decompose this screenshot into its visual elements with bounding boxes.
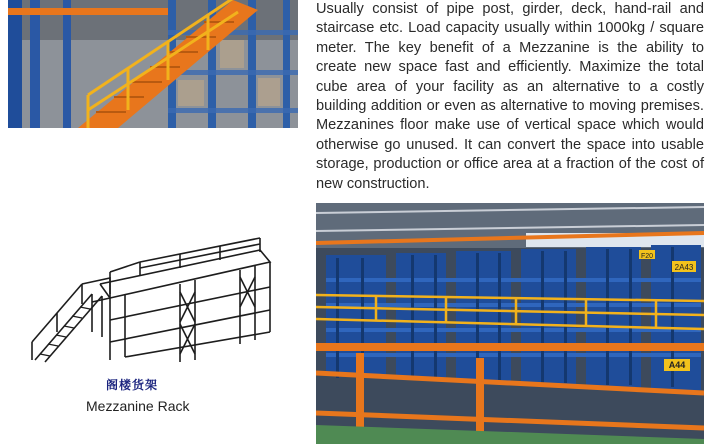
mezzanine-staircase-photo — [8, 0, 298, 128]
caption-english: Mezzanine Rack — [86, 398, 190, 414]
mezzanine-rack-drawing — [30, 232, 275, 372]
aisle-sign-f20: F20 — [640, 253, 654, 260]
aisle-sign-2a43: 2A43 — [674, 263, 694, 272]
aisle-sign-a44: A44 — [668, 360, 686, 370]
mezzanine-description: Usually consist of pipe post, girder, deck, hand-rail and staircase etc. Load capacity usually within 1000kg / square meter. The key benefit of a Mezzanine is the ability to create new space fast and efficiently. Maximize the total cube area of your facility as an alternative to a costly building addition or even as alternative to moving premises. Mezzanines floor make use of vertical space which would otherwise go unused. It can convert the space into usable storage, production or office area at a fraction of the cost of new construction. — [316, 1, 704, 192]
caption-chinese: 阁楼货架 — [106, 378, 159, 392]
warehouse-mezzanine-photo — [316, 203, 704, 444]
